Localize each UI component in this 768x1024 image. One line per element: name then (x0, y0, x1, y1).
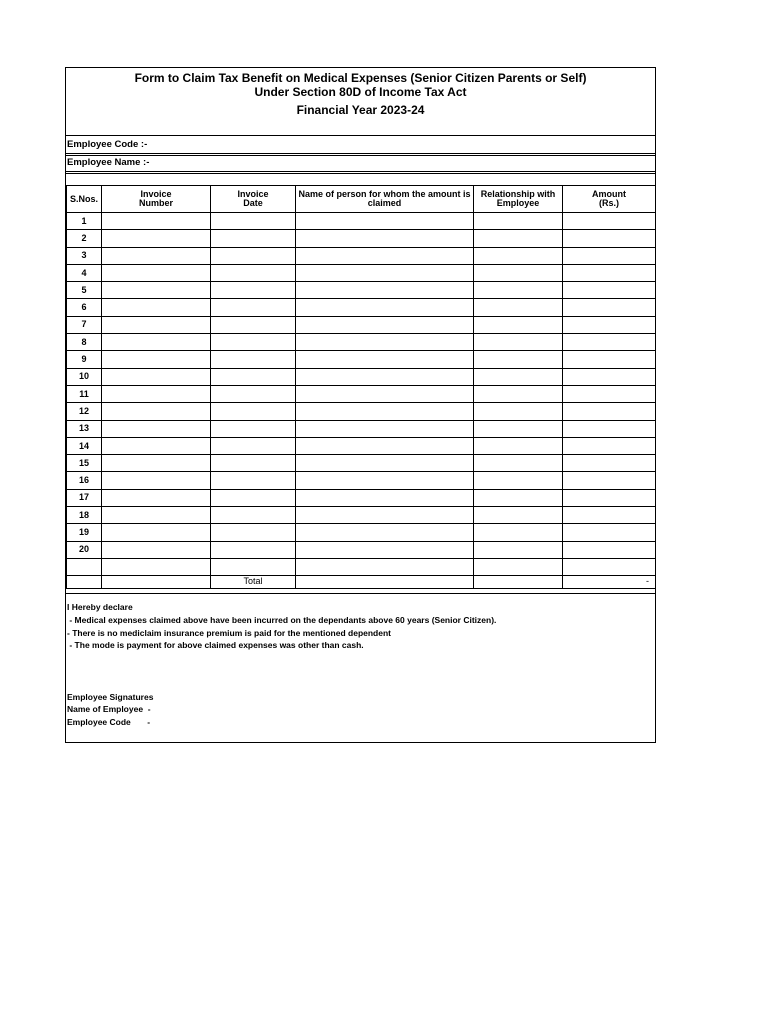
table-cell (102, 403, 211, 420)
table-cell (102, 455, 211, 472)
table-row (67, 420, 656, 437)
table-cell (563, 334, 656, 351)
declaration-heading: I Hereby declare (67, 602, 133, 612)
table-cell (102, 282, 211, 299)
table-cell (296, 575, 474, 588)
row-number: 5 (67, 282, 102, 299)
table-cell (474, 247, 563, 264)
row-number: 7 (67, 316, 102, 333)
row-number: 13 (67, 420, 102, 437)
form-title: Form to Claim Tax Benefit on Medical Expenses (Senior Citizen Parents or Self) (134, 71, 587, 85)
row-number: 14 (67, 437, 102, 454)
col-header-sno: S.Nos. (67, 186, 102, 213)
table-cell (102, 437, 211, 454)
table-cell (296, 351, 474, 368)
row-number: 12 (67, 403, 102, 420)
row-number: 18 (67, 507, 102, 524)
table-cell (474, 541, 563, 558)
table-cell (67, 558, 102, 575)
table-cell (102, 385, 211, 402)
table-cell (474, 282, 563, 299)
table-cell (474, 385, 563, 402)
financial-year: Financial Year 2023-24 (296, 103, 425, 117)
table-cell (102, 213, 211, 230)
table-row (67, 247, 656, 264)
row-number: 8 (67, 334, 102, 351)
table-cell (474, 575, 563, 588)
table-cell (211, 455, 296, 472)
table-cell (563, 507, 656, 524)
table-cell (474, 230, 563, 247)
table-cell (102, 368, 211, 385)
form-subtitle: Under Section 80D of Income Tax Act (254, 85, 467, 99)
table-cell (296, 403, 474, 420)
table-cell (102, 299, 211, 316)
table-cell (563, 368, 656, 385)
table-cell (102, 472, 211, 489)
table-cell (563, 489, 656, 506)
row-number: 11 (67, 385, 102, 402)
col-header-amount: Amount (Rs.) (563, 186, 656, 213)
row-number: 6 (67, 299, 102, 316)
row-number: 3 (67, 247, 102, 264)
table-cell (296, 455, 474, 472)
table-cell (563, 264, 656, 281)
divider (66, 173, 655, 174)
table-cell (296, 334, 474, 351)
total-row (67, 575, 656, 588)
table-row (67, 334, 656, 351)
table-cell (211, 299, 296, 316)
table-row (67, 455, 656, 472)
table-cell (102, 420, 211, 437)
table-cell (211, 558, 296, 575)
table-cell (102, 575, 211, 588)
table-row (67, 299, 656, 316)
table-row (67, 351, 656, 368)
table-cell (102, 230, 211, 247)
table-cell (102, 507, 211, 524)
table-cell (563, 316, 656, 333)
table-cell (67, 575, 102, 588)
table-row (67, 368, 656, 385)
table-row (67, 541, 656, 558)
employee-code-sign-label: Employee Code - (67, 717, 151, 727)
table-cell (211, 230, 296, 247)
table-cell (211, 351, 296, 368)
table-cell (563, 299, 656, 316)
table-cell (102, 247, 211, 264)
signature-label: Employee Signatures (67, 692, 154, 702)
divider (66, 593, 655, 594)
table-cell (296, 264, 474, 281)
table-cell (563, 524, 656, 541)
divider (66, 171, 655, 172)
table-cell (296, 299, 474, 316)
table-cell (296, 524, 474, 541)
table-cell (211, 247, 296, 264)
table-cell (102, 558, 211, 575)
table-cell (102, 334, 211, 351)
table-cell (474, 472, 563, 489)
table-cell (296, 541, 474, 558)
table-row (67, 316, 656, 333)
table-cell (563, 213, 656, 230)
table-cell (563, 420, 656, 437)
table-cell (474, 368, 563, 385)
table-row (67, 489, 656, 506)
table-cell (296, 316, 474, 333)
table-cell (296, 420, 474, 437)
col-header-relationship: Relationship with Employee (474, 186, 563, 213)
table-cell (211, 385, 296, 402)
row-number: 15 (67, 455, 102, 472)
table-row (67, 230, 656, 247)
divider (66, 155, 655, 156)
row-number: 1 (67, 213, 102, 230)
table-cell (102, 489, 211, 506)
table-cell (211, 524, 296, 541)
table-cell (296, 507, 474, 524)
table-cell (211, 316, 296, 333)
table-cell (296, 385, 474, 402)
table-cell (563, 472, 656, 489)
table-cell (563, 558, 656, 575)
table-cell (563, 541, 656, 558)
table-cell (563, 282, 656, 299)
table-row (67, 558, 656, 575)
table-cell (296, 489, 474, 506)
table-row (67, 524, 656, 541)
table-cell (474, 316, 563, 333)
table-cell (296, 437, 474, 454)
table-row (67, 264, 656, 281)
table-cell (563, 247, 656, 264)
total-label: Total (211, 575, 296, 588)
table-cell (474, 264, 563, 281)
table-cell (474, 489, 563, 506)
table-cell (102, 351, 211, 368)
total-amount: - (563, 575, 656, 588)
declaration-line: - The mode is payment for above claimed expenses was other than cash. (67, 640, 364, 650)
table-cell (474, 403, 563, 420)
table-cell (474, 299, 563, 316)
row-number: 2 (67, 230, 102, 247)
declaration-line: - There is no mediclaim insurance premium is paid for the mentioned dependent (67, 628, 392, 638)
table-cell (296, 472, 474, 489)
table-cell (102, 524, 211, 541)
table-row (67, 507, 656, 524)
table-cell (211, 437, 296, 454)
table-cell (563, 403, 656, 420)
table-cell (102, 264, 211, 281)
table-cell (296, 368, 474, 385)
col-header-person-name: Name of person for whom the amount is claimed (296, 186, 474, 213)
table-cell (563, 351, 656, 368)
table-cell (211, 541, 296, 558)
table-cell (211, 472, 296, 489)
table-cell (474, 420, 563, 437)
table-row (67, 403, 656, 420)
row-number: 20 (67, 541, 102, 558)
table-row (67, 437, 656, 454)
col-header-invoice-date: Invoice Date (211, 186, 296, 213)
table-cell (474, 524, 563, 541)
table-cell (563, 437, 656, 454)
row-number: 19 (67, 524, 102, 541)
declaration-line: - Medical expenses claimed above have been incurred on the dependants above 60 years (Senior Citizen). (67, 615, 497, 625)
col-header-invoice-number: Invoice Number (102, 186, 211, 213)
table-cell (102, 316, 211, 333)
table-cell (474, 437, 563, 454)
table-cell (474, 558, 563, 575)
table-cell (296, 230, 474, 247)
employee-code-label: Employee Code :- (67, 139, 148, 150)
table-cell (296, 213, 474, 230)
table-cell (563, 385, 656, 402)
table-cell (211, 264, 296, 281)
table-cell (563, 230, 656, 247)
table-cell (211, 368, 296, 385)
table-cell (296, 247, 474, 264)
row-number: 17 (67, 489, 102, 506)
expenses-table (66, 185, 656, 589)
table-cell (296, 558, 474, 575)
table-cell (211, 403, 296, 420)
table-cell (296, 282, 474, 299)
divider (66, 135, 655, 136)
row-number: 16 (67, 472, 102, 489)
table-cell (211, 420, 296, 437)
table-row (67, 282, 656, 299)
table-cell (211, 489, 296, 506)
table-cell (211, 507, 296, 524)
employee-name-sign-label: Name of Employee - (67, 704, 151, 714)
table-cell (211, 282, 296, 299)
table-cell (563, 455, 656, 472)
divider (66, 153, 655, 154)
table-cell (474, 213, 563, 230)
row-number: 10 (67, 368, 102, 385)
row-number: 9 (67, 351, 102, 368)
table-cell (102, 541, 211, 558)
table-header-row (67, 186, 656, 213)
table-cell (474, 507, 563, 524)
table-cell (474, 455, 563, 472)
table-cell (211, 213, 296, 230)
employee-name-label: Employee Name :- (67, 157, 150, 168)
row-number: 4 (67, 264, 102, 281)
table-cell (474, 351, 563, 368)
table-row (67, 213, 656, 230)
table-row (67, 472, 656, 489)
table-cell (474, 334, 563, 351)
table-cell (211, 334, 296, 351)
medical-claim-form (65, 67, 656, 743)
table-row (67, 385, 656, 402)
